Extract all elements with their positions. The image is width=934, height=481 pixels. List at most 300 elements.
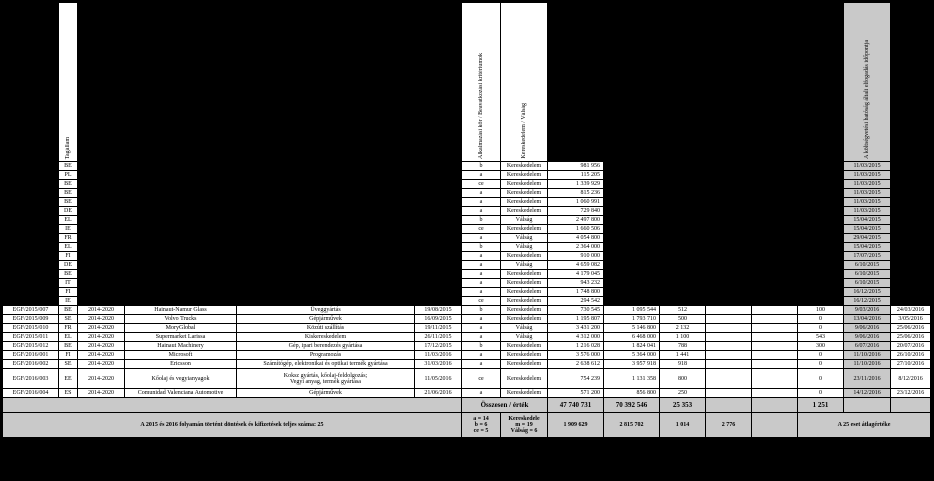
blank-cell	[3, 180, 59, 189]
summary-blank	[3, 398, 462, 413]
blank-cell	[891, 261, 931, 270]
reference-cell: EGF/2015/010	[3, 324, 59, 333]
criteria-cell: b	[462, 162, 501, 171]
neet-cell: 543	[798, 333, 844, 342]
member-state-cell: EL	[59, 243, 78, 252]
summary-label: Összesen / érték	[462, 398, 548, 413]
sector-cell: Kereskedelem	[501, 225, 548, 234]
criteria-cell: b	[462, 243, 501, 252]
period-cell: 2014-2020	[78, 315, 125, 324]
blank-cell	[604, 234, 844, 243]
blank-cell	[891, 198, 931, 207]
sector-cell: Válság	[501, 234, 548, 243]
neet-cell: 0	[798, 315, 844, 324]
activity-line: Koksz gyártás, kőolaj-feldolgozás;	[283, 372, 368, 379]
criteria-cell: ce	[462, 225, 501, 234]
blank-cell	[604, 162, 844, 171]
member-state-cell: IE	[59, 225, 78, 234]
approval-date-cell: 11/03/2015	[844, 162, 891, 171]
reference-cell: EGF/2015/012	[3, 342, 59, 351]
period-cell: 2014-2020	[78, 369, 125, 389]
summary-empty	[752, 398, 798, 413]
activity-cell: Üveggyártás	[237, 306, 415, 315]
table-row	[3, 315, 931, 324]
blank-cell	[891, 297, 931, 306]
workers-cell: 800	[660, 369, 706, 389]
footer-sector	[501, 413, 548, 438]
approval-date-cell: 17/07/2015	[844, 252, 891, 261]
sector-cell: Kereskedelem	[501, 315, 548, 324]
amount-cell: 115 205	[548, 171, 604, 180]
empty-cell	[752, 351, 798, 360]
table-row	[3, 342, 931, 351]
footer-n2: 2 776	[706, 413, 752, 438]
total-cell: 5 364 000	[604, 351, 660, 360]
header-approval-date	[844, 3, 891, 162]
application-date-cell: 21/06/2016	[415, 389, 462, 398]
period-cell: 2014-2020	[78, 324, 125, 333]
blank-cell	[604, 297, 844, 306]
neet-cell: 0	[798, 369, 844, 389]
reference-cell: EGF/2016/004	[3, 389, 59, 398]
reference-cell: EGF/2016/002	[3, 360, 59, 369]
amount-cell: 815 236	[548, 189, 604, 198]
table-row	[3, 243, 931, 252]
blank-cell	[891, 243, 931, 252]
blank-cell	[604, 198, 844, 207]
footer-workers: 1 014	[660, 413, 706, 438]
member-state-cell: BE	[59, 306, 78, 315]
application-date-cell: 31/03/2016	[415, 360, 462, 369]
amount-cell: 4 179 045	[548, 270, 604, 279]
blank-cell	[3, 243, 59, 252]
summary-empty	[891, 398, 931, 413]
company-cell: Microsoft	[125, 351, 237, 360]
member-state-cell: FI	[59, 288, 78, 297]
table-row	[3, 216, 931, 225]
criteria-cell: a	[462, 270, 501, 279]
summary-row	[3, 398, 931, 413]
footer-criteria-line: b = 6	[474, 422, 488, 428]
sector-cell: Kereskedelem	[501, 189, 548, 198]
period-cell: 2014-2020	[78, 342, 125, 351]
activity-cell: Közúti szállítás	[237, 324, 415, 333]
approval-date-cell: 6/10/2015	[844, 261, 891, 270]
footer-total: 2 815 702	[604, 413, 660, 438]
blank-cell	[3, 207, 59, 216]
footer-note: A 25 eset átlagértéke	[798, 413, 931, 438]
sector-cell: Kereskedelem	[501, 288, 548, 297]
total-cell: 1 793 710	[604, 315, 660, 324]
blank-cell	[78, 270, 462, 279]
table-row	[3, 261, 931, 270]
footer-sector-line: Válság = 6	[510, 428, 538, 434]
header-blank-block-2	[548, 3, 844, 162]
sector-cell: Válság	[501, 243, 548, 252]
header-blank-block	[78, 3, 462, 162]
approval-date-cell: 11/10/2016	[844, 360, 891, 369]
amount-cell: 4 312 000	[548, 333, 604, 342]
workers-cell: 2 132	[660, 324, 706, 333]
application-date-cell: 19/11/2015	[415, 324, 462, 333]
criteria-cell: a	[462, 351, 501, 360]
table-row	[3, 306, 931, 315]
table-row	[3, 252, 931, 261]
blank-cell	[78, 225, 462, 234]
amount-cell: 1 660 506	[548, 225, 604, 234]
payment-date-cell: 3/05/2016	[891, 315, 931, 324]
empty-cell	[752, 342, 798, 351]
approval-date-cell: 15/04/2015	[844, 216, 891, 225]
member-state-cell: FI	[59, 351, 78, 360]
amount-cell: 943 232	[548, 279, 604, 288]
member-state-cell: FR	[59, 234, 78, 243]
table-row	[3, 279, 931, 288]
total-cell: 5 146 800	[604, 324, 660, 333]
table-row	[3, 360, 931, 369]
neet-cell: 300	[798, 342, 844, 351]
criteria-cell: a	[462, 360, 501, 369]
header-row	[3, 3, 931, 162]
blank-cell	[3, 234, 59, 243]
company-cell: Ericsson	[125, 360, 237, 369]
sector-cell: Kereskedelem	[501, 279, 548, 288]
blank-cell	[3, 198, 59, 207]
reference-cell: EGF/2015/011	[3, 333, 59, 342]
summary-neet: 1 251	[798, 398, 844, 413]
approval-date-cell: 23/11/2016	[844, 369, 891, 389]
table-row	[3, 198, 931, 207]
amount-cell: 3 576 000	[548, 351, 604, 360]
neet-cell: 0	[798, 324, 844, 333]
approval-date-cell: 13/04/2016	[844, 315, 891, 324]
company-cell: Kőolaj és vegyianyagok	[125, 369, 237, 389]
footer-criteria	[462, 413, 501, 438]
amount-cell: 754 239	[548, 369, 604, 389]
blank-cell	[604, 189, 844, 198]
table-row	[3, 162, 931, 171]
blank-cell	[78, 288, 462, 297]
reference-cell: EGF/2015/007	[3, 306, 59, 315]
header-approval-date-label: A költségvetési hatóság általi elfogadás időpontja	[863, 40, 870, 159]
amount-cell: 910 000	[548, 252, 604, 261]
total-cell: 856 800	[604, 389, 660, 398]
table-row	[3, 333, 931, 342]
company-cell: Hainaut-Namur Glass	[125, 306, 237, 315]
activity-cell	[237, 369, 415, 389]
criteria-cell: a	[462, 207, 501, 216]
application-date-cell: 19/08/2015	[415, 306, 462, 315]
table-row	[3, 297, 931, 306]
workers-cell: 788	[660, 342, 706, 351]
total-cell: 1 824 041	[604, 342, 660, 351]
member-state-cell: IE	[59, 297, 78, 306]
amount-cell: 2 638 612	[548, 360, 604, 369]
activity-cell: Számítógép, elektronikai és optikai termék gyártása	[237, 360, 415, 369]
sector-cell: Kereskedelem	[501, 162, 548, 171]
approval-date-cell: 11/10/2016	[844, 351, 891, 360]
blank-cell	[604, 225, 844, 234]
company-cell: Comunidad Valenciana Automotive	[125, 389, 237, 398]
header-sector-label: Kereskedelem / Válság	[520, 103, 527, 159]
company-cell: Supermarket Larissa	[125, 333, 237, 342]
approval-date-cell: 11/03/2015	[844, 198, 891, 207]
amount-cell: 4 054 800	[548, 234, 604, 243]
criteria-cell: ce	[462, 297, 501, 306]
application-date-cell: 17/12/2015	[415, 342, 462, 351]
amount-cell: 730 545	[548, 306, 604, 315]
empty-cell	[706, 369, 752, 389]
blank-cell	[891, 171, 931, 180]
member-state-cell: DE	[59, 207, 78, 216]
payment-date-cell: 25/06/2016	[891, 333, 931, 342]
reference-cell: EGF/2016/003	[3, 369, 59, 389]
sector-cell: Válság	[501, 324, 548, 333]
approval-date-cell: 15/04/2015	[844, 225, 891, 234]
header-criteria	[462, 3, 501, 162]
member-state-cell: BE	[59, 162, 78, 171]
reference-cell: EGF/2016/001	[3, 351, 59, 360]
workers-cell: 512	[660, 306, 706, 315]
application-date-cell: 11/03/2016	[415, 351, 462, 360]
criteria-cell: a	[462, 333, 501, 342]
payment-date-cell: 20/07/2016	[891, 342, 931, 351]
approval-date-cell: 29/04/2015	[844, 234, 891, 243]
member-state-cell: EL	[59, 333, 78, 342]
empty-cell	[706, 315, 752, 324]
amount-cell: 1 195 807	[548, 315, 604, 324]
approval-date-cell: 16/12/2015	[844, 297, 891, 306]
table-row	[3, 234, 931, 243]
sector-cell: Kereskedelem	[501, 207, 548, 216]
empty-cell	[706, 351, 752, 360]
amount-cell: 294 542	[548, 297, 604, 306]
sector-cell: Kereskedelem	[501, 389, 548, 398]
blank-cell	[78, 180, 462, 189]
neet-cell: 0	[798, 351, 844, 360]
activity-line: Vegyi anyag, termék gyártása	[290, 378, 361, 385]
activity-cell: Kiskereskedelem	[237, 333, 415, 342]
summary-amount: 47 740 731	[548, 398, 604, 413]
amount-cell: 1 748 800	[548, 288, 604, 297]
criteria-cell: a	[462, 279, 501, 288]
sector-cell: Kereskedelem	[501, 342, 548, 351]
table-row	[3, 189, 931, 198]
header-sector	[501, 3, 548, 162]
blank-cell	[3, 216, 59, 225]
table-row	[3, 369, 931, 389]
approval-date-cell: 11/03/2015	[844, 207, 891, 216]
member-state-cell: SE	[59, 360, 78, 369]
total-cell: 3 957 918	[604, 360, 660, 369]
table-row	[3, 207, 931, 216]
empty-cell	[706, 306, 752, 315]
table-row	[3, 288, 931, 297]
total-cell: 1 131 358	[604, 369, 660, 389]
criteria-cell: b	[462, 216, 501, 225]
empty-cell	[706, 324, 752, 333]
neet-cell: 100	[798, 306, 844, 315]
payment-date-cell: 23/12/2016	[891, 389, 931, 398]
blank-cell	[3, 261, 59, 270]
period-cell: 2014-2020	[78, 360, 125, 369]
blank-cell	[604, 288, 844, 297]
blank-cell	[3, 297, 59, 306]
blank-cell	[78, 162, 462, 171]
sector-cell: Kereskedelem	[501, 351, 548, 360]
neet-cell: 0	[798, 360, 844, 369]
application-date-cell: 11/05/2016	[415, 369, 462, 389]
member-state-cell: BE	[59, 342, 78, 351]
blank-cell	[3, 252, 59, 261]
blank-cell	[78, 297, 462, 306]
header-member-state	[59, 3, 78, 162]
empty-cell	[752, 360, 798, 369]
blank-cell	[78, 171, 462, 180]
blank-cell	[604, 279, 844, 288]
member-state-cell: BE	[59, 198, 78, 207]
payment-date-cell: 26/10/2016	[891, 351, 931, 360]
application-date-cell: 26/11/2015	[415, 333, 462, 342]
application-date-cell: 16/09/2015	[415, 315, 462, 324]
blank-cell	[891, 189, 931, 198]
criteria-cell: a	[462, 198, 501, 207]
empty-cell	[706, 389, 752, 398]
footer-label: A 2015 és 2016 folyamán történt döntések és kifizetések teljes száma: 25	[3, 413, 462, 438]
empty-cell	[706, 342, 752, 351]
footer-row	[3, 413, 931, 438]
table-row	[3, 270, 931, 279]
blank-cell	[891, 225, 931, 234]
table-row	[3, 180, 931, 189]
sector-cell: Kereskedelem	[501, 306, 548, 315]
table-row	[3, 171, 931, 180]
footer-sector-line: Kereskedele	[508, 416, 540, 422]
approval-date-cell: 9/06/2016	[844, 333, 891, 342]
blank-cell	[604, 243, 844, 252]
sector-cell: Válság	[501, 261, 548, 270]
blank-cell	[604, 180, 844, 189]
criteria-cell: ce	[462, 180, 501, 189]
payment-date-cell: 25/06/2016	[891, 324, 931, 333]
header-criteria-label: Alkalmazási kör / Beavatkozási kritériumok	[477, 53, 484, 159]
blank-cell	[891, 288, 931, 297]
blank-cell	[78, 279, 462, 288]
summary-workers: 25 353	[660, 398, 706, 413]
sector-cell: Kereskedelem	[501, 198, 548, 207]
workers-cell: 500	[660, 315, 706, 324]
criteria-cell: a	[462, 234, 501, 243]
amount-cell: 729 840	[548, 207, 604, 216]
blank-cell	[891, 207, 931, 216]
footer-empty	[752, 413, 798, 438]
table-body	[3, 3, 931, 438]
footer-criteria-line: a = 14	[473, 416, 489, 422]
blank-cell	[78, 216, 462, 225]
activity-cell: Gépjárművek	[237, 389, 415, 398]
empty-cell	[752, 333, 798, 342]
blank-cell	[3, 225, 59, 234]
blank-cell	[604, 171, 844, 180]
member-state-cell: EL	[59, 216, 78, 225]
empty-cell	[752, 306, 798, 315]
blank-cell	[78, 252, 462, 261]
activity-cell: Gépjárművek	[237, 315, 415, 324]
sector-cell: Kereskedelem	[501, 369, 548, 389]
blank-cell	[604, 252, 844, 261]
workers-cell: 1 100	[660, 333, 706, 342]
criteria-cell: ce	[462, 369, 501, 389]
blank-cell	[78, 243, 462, 252]
approval-date-cell: 6/10/2015	[844, 270, 891, 279]
summary-total: 70 392 546	[604, 398, 660, 413]
sector-cell: Kereskedelem	[501, 252, 548, 261]
criteria-cell: b	[462, 306, 501, 315]
workers-cell: 918	[660, 360, 706, 369]
approval-date-cell: 11/03/2015	[844, 180, 891, 189]
reference-cell: EGF/2015/009	[3, 315, 59, 324]
member-state-cell: DE	[59, 261, 78, 270]
empty-cell	[752, 315, 798, 324]
table-row	[3, 351, 931, 360]
blank-cell	[604, 270, 844, 279]
blank-cell	[3, 162, 59, 171]
table-row	[3, 324, 931, 333]
company-cell: MoryGlobal	[125, 324, 237, 333]
sector-cell: Válság	[501, 216, 548, 225]
footer-sector-line: m = 19	[515, 422, 533, 428]
member-state-cell: FI	[59, 252, 78, 261]
sector-cell: Kereskedelem	[501, 171, 548, 180]
approval-date-cell: 6/10/2015	[844, 279, 891, 288]
sector-cell: Kereskedelem	[501, 180, 548, 189]
approval-date-cell: 9/06/2016	[844, 324, 891, 333]
blank-cell	[3, 288, 59, 297]
summary-empty	[844, 398, 891, 413]
approval-date-cell: 6/07/2016	[844, 342, 891, 351]
company-cell: Hainaut Machinery	[125, 342, 237, 351]
activity-cell: Programozás	[237, 351, 415, 360]
header-blank	[3, 3, 59, 162]
activity-cell: Gép, ipari berendezés gyártása	[237, 342, 415, 351]
criteria-cell: a	[462, 315, 501, 324]
approval-date-cell: 15/04/2015	[844, 243, 891, 252]
egf-cases-table	[2, 2, 931, 438]
criteria-cell: a	[462, 324, 501, 333]
blank-cell	[891, 216, 931, 225]
empty-cell	[752, 369, 798, 389]
sector-cell: Kereskedelem	[501, 297, 548, 306]
period-cell: 2014-2020	[78, 306, 125, 315]
workers-cell: 250	[660, 389, 706, 398]
approval-date-cell: 11/03/2015	[844, 189, 891, 198]
amount-cell: 1 216 028	[548, 342, 604, 351]
blank-cell	[78, 207, 462, 216]
approval-date-cell: 9/03/2016	[844, 306, 891, 315]
table-row	[3, 389, 931, 398]
criteria-cell: a	[462, 389, 501, 398]
payment-date-cell: 8/12/2016	[891, 369, 931, 389]
criteria-cell: a	[462, 252, 501, 261]
blank-cell	[78, 198, 462, 207]
total-cell: 6 468 000	[604, 333, 660, 342]
blank-cell	[3, 270, 59, 279]
criteria-cell: a	[462, 288, 501, 297]
amount-cell: 1 339 929	[548, 180, 604, 189]
blank-cell	[891, 234, 931, 243]
header-blank-end	[891, 3, 931, 162]
approval-date-cell: 11/03/2015	[844, 171, 891, 180]
